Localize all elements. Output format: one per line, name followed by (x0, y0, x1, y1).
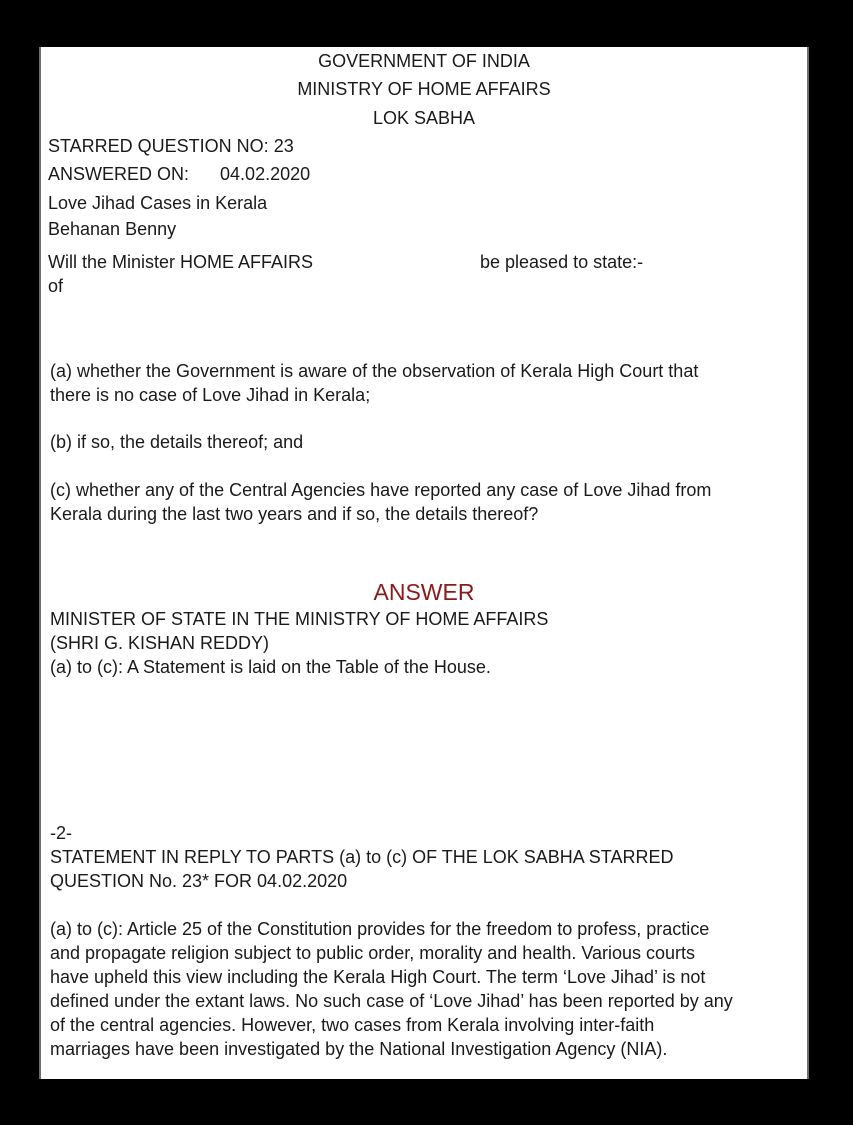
header-house: LOK SABHA (372, 108, 476, 128)
minister-name: (SHRI G. KISHAN REDDY) (50, 633, 270, 653)
statement-body-line: of the central agencies. However, two cases from Kerala involving inter-faith (50, 1015, 655, 1035)
intro-lead: Will the Minister HOME AFFAIRS (48, 252, 314, 272)
answer-reply: (a) to (c): A Statement is laid on the Table of the House. (50, 657, 491, 677)
answered-on-row (48, 162, 310, 186)
question-b: (b) if so, the details thereof; and (50, 432, 304, 452)
statement-body-line: marriages have been investigated by the National Investigation Agency (NIA). (50, 1039, 668, 1059)
question-c-line1: (c) whether any of the Central Agencies have reported any case of Love Jihad from (50, 480, 712, 500)
statement-body-line: defined under the extant laws. No such case of ‘Love Jihad’ has been reported by any (50, 991, 733, 1011)
statement-body-line: (a) to (c): Article 25 of the Constitution provides for the freedom to profess, practice (50, 919, 710, 939)
intro-of: of (48, 276, 64, 296)
statement-title-line2: QUESTION No. 23* FOR 04.02.2020 (50, 871, 348, 891)
question-number-label: STARRED QUESTION NO: (48, 136, 269, 156)
answered-on-date: 04.02.2020 (220, 164, 311, 184)
question-number-row (48, 134, 294, 158)
header-government: GOVERNMENT OF INDIA (318, 51, 530, 71)
question-a-line2: there is no case of Love Jihad in Kerala; (50, 385, 371, 405)
member-name: Behanan Benny (48, 219, 177, 239)
minister-title: MINISTER OF STATE IN THE MINISTRY OF HOME AFFAIRS (50, 609, 549, 629)
question-a-line1: (a) whether the Government is aware of the observation of Kerala High Court that (50, 361, 699, 381)
statement-body-line: and propagate religion subject to public order, morality and health. Various courts (50, 943, 696, 963)
statement-title-line1: STATEMENT IN REPLY TO PARTS (a) to (c) OF THE LOK SABHA STARRED (50, 847, 674, 867)
statement-body-line: have upheld this view including the Kerala High Court. The term ‘Love Jihad’ is not (50, 967, 706, 987)
question-number-value: 23 (273, 136, 294, 156)
question-c-line2: Kerala during the last two years and if so, the details thereof? (50, 504, 539, 524)
answer-heading: ANSWER (373, 579, 475, 605)
page-marker: -2- (50, 823, 72, 843)
answered-on-label: ANSWERED ON: (48, 164, 190, 184)
intro-pleased: be pleased to state:- (480, 252, 644, 272)
header-ministry: MINISTRY OF HOME AFFAIRS (297, 79, 551, 99)
question-subject: Love Jihad Cases in Kerala (48, 193, 268, 213)
document-page (39, 47, 809, 1079)
